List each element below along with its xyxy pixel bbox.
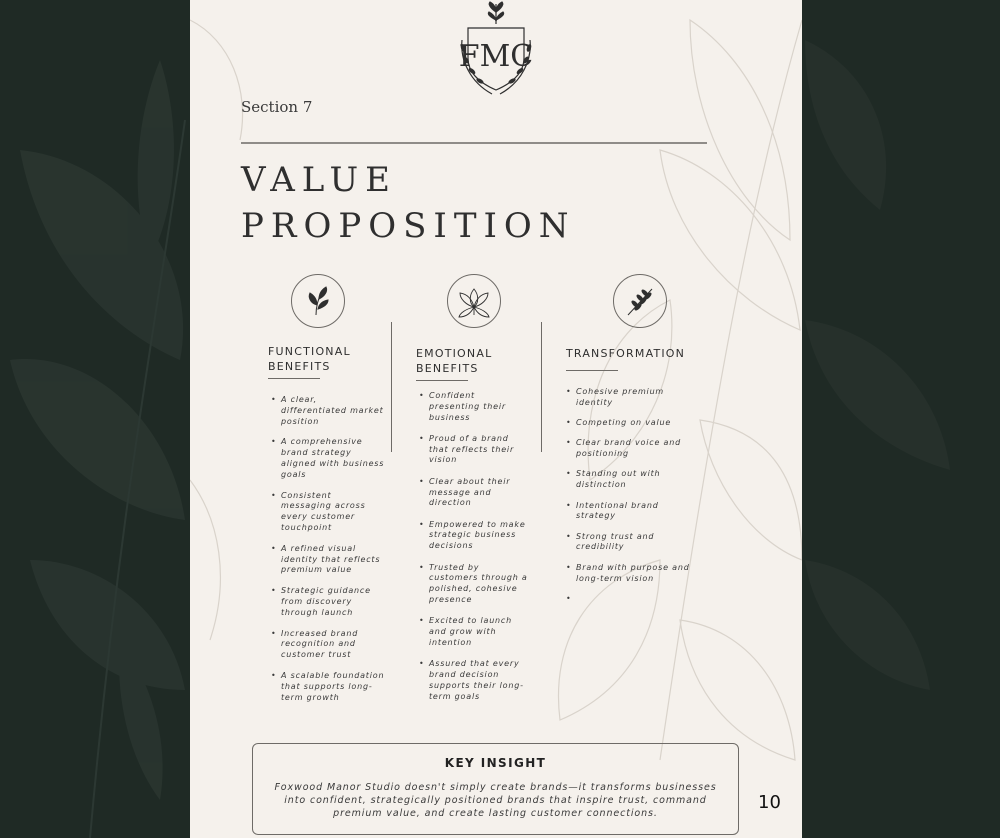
list-item: • Empowered to make strategic business decisions <box>429 520 529 552</box>
heading-underline <box>416 380 468 381</box>
list-item: • Strategic guidance from discovery through launch <box>281 586 385 618</box>
transformation-heading-line1: TRANSFORMATION <box>566 347 686 360</box>
column-divider <box>541 322 542 452</box>
list-item: • Intentional brand strategy <box>576 501 700 523</box>
emotional-heading <box>416 346 492 376</box>
list-item: • Clear about their message and direction <box>429 477 529 509</box>
functional-heading-line1: FUNCTIONAL <box>268 345 351 358</box>
list-item: • Strong trust and credibility <box>576 532 700 554</box>
page-title-line1: VALUE <box>241 160 397 200</box>
list-item: • Proud of a brand that reflects their vision <box>429 434 529 466</box>
key-insight-box <box>252 743 739 835</box>
key-insight-title: KEY INSIGHT <box>444 756 547 770</box>
section-label: Section 7 <box>241 98 313 116</box>
leaf-sprig-icon <box>291 274 345 328</box>
monogram-letters: FMC <box>458 39 534 74</box>
list-item: • Excited to launch and grow with intention <box>429 616 529 648</box>
list-item: • Trusted by customers through a polished, cohesive presence <box>429 563 529 606</box>
document-page <box>190 0 802 838</box>
list-item: • Increased brand recognition and customer trust <box>281 629 385 661</box>
functional-benefits-list <box>281 395 385 713</box>
list-item: • A refined visual identity that reflects premium value <box>281 544 385 576</box>
functional-heading-line2: BENEFITS <box>268 360 331 373</box>
list-item: • Cohesive premium identity <box>576 387 700 409</box>
transformation-list <box>576 387 700 613</box>
list-item: • A clear, differentiated market position <box>281 395 385 427</box>
transformation-heading <box>566 346 685 361</box>
list-item: • Consistent messaging across every customer touchpoint <box>281 491 385 534</box>
olive-branch-icon <box>613 274 667 328</box>
list-item <box>576 594 700 604</box>
key-insight-text: Foxwood Manor Studio doesn't simply create brands—it transforms businesses into confident, strategically positioned brands that inspire trust, command premium value, and create lasting customer connections. <box>274 782 717 819</box>
emotional-benefits-list <box>429 391 529 713</box>
functional-heading <box>268 344 351 374</box>
emotional-heading-line2: BENEFITS <box>416 362 479 375</box>
page-number: 10 <box>758 792 781 813</box>
emotional-heading-line1: EMOTIONAL <box>416 347 493 360</box>
title-divider <box>241 142 707 144</box>
list-item: • Confident presenting their business <box>429 391 529 423</box>
list-item: • A scalable foundation that supports long-term growth <box>281 671 385 703</box>
list-item: • Competing on value <box>576 418 700 429</box>
magnolia-flower-icon <box>447 274 501 328</box>
list-item: • Standing out with distinction <box>576 469 700 491</box>
monogram-crest-logo <box>454 0 538 98</box>
column-divider <box>391 322 392 452</box>
list-item: • A comprehensive brand strategy aligned with business goals <box>281 437 385 480</box>
heading-underline <box>566 370 618 371</box>
list-item: • Clear brand voice and positioning <box>576 438 700 460</box>
list-item: • Brand with purpose and long-term vision <box>576 563 700 585</box>
heading-underline <box>268 378 320 379</box>
list-item: • Assured that every brand decision supports their long-term goals <box>429 659 529 702</box>
page-title-line2: PROPOSITION <box>241 206 576 246</box>
